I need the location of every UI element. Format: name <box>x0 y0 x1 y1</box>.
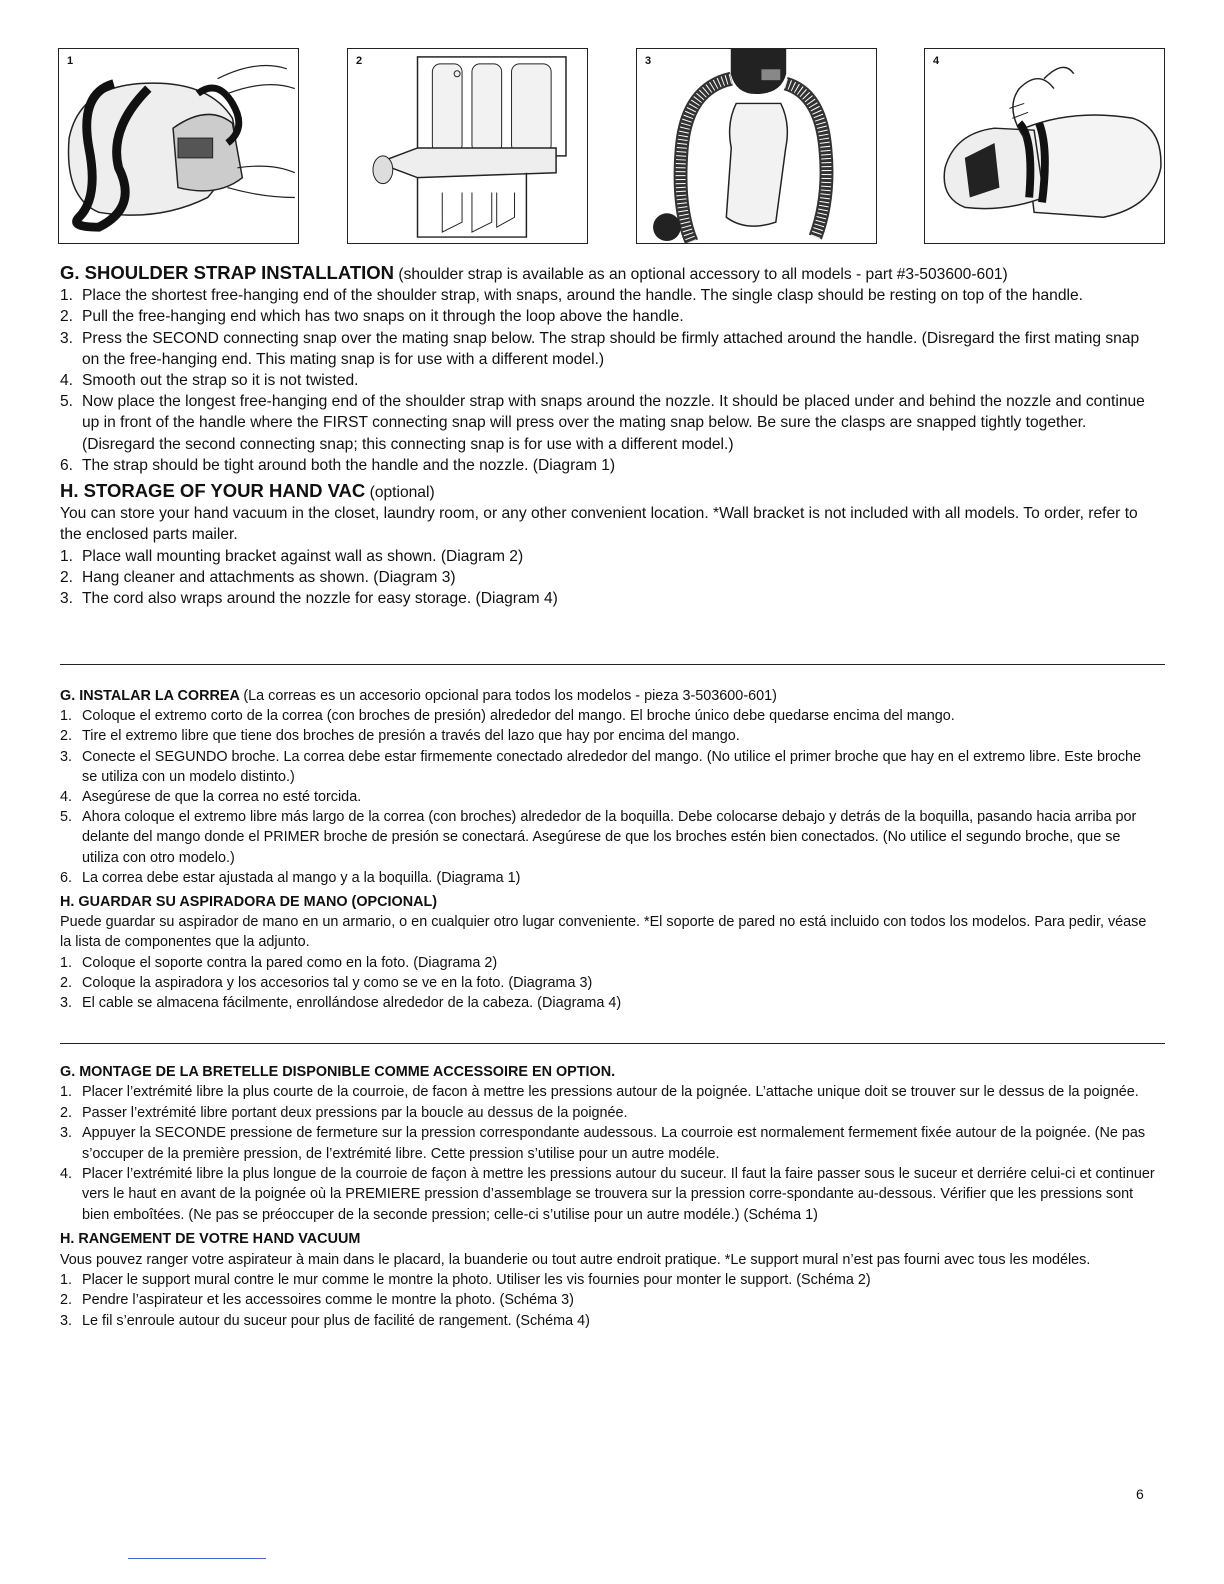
list-item: 3. Conecte el SEGUNDO broche. La correa debe estar firmemente conectado alrededor del mango. (No utilice el primer broche que hay en el extremo libre. Este broche se utiliza con un modelo distinto.) <box>60 748 1142 785</box>
rangement-steps <box>60 1270 1160 1331</box>
list-item: 2. Tire el extremo libre que tiene dos broches de presión a través del lazo que hay por encima del mango. <box>60 728 740 745</box>
hand-vac-with-strap-illustration <box>59 49 298 243</box>
spanish-section <box>60 686 1160 1013</box>
list-item: 1. Coloque el soporte contra la pared como en la foto. (Diagrama 2) <box>60 954 498 971</box>
list-item: 6. The strap should be tight around both the handle and the nozzle. (Diagram 1) <box>60 456 616 474</box>
heading-note: (optional) <box>369 484 435 502</box>
storage-steps <box>60 546 1160 610</box>
english-section <box>60 262 1160 609</box>
shoulder-strap-heading <box>60 262 1160 285</box>
list-item: 4. Placer l’extrémité libre la plus longue de la courroie de façon à mettre les pressions autour du suceur. Il faut la faire passer sous le suceur et derriére celui-ci et continuer vers le haut en avant de la poignée où la PREMIERE pression d’assemblage se trouvera sur la pression corre-spondante au-dessous. Vérifier que les pressions sont bien emboîtées. (Ne pas se préoccuper de la seconde pression; celle-ci s’utilise pour un autre modéle.) (Schéma 1) <box>60 1166 1155 1223</box>
diagram-3-hanging-cleaner <box>636 48 877 244</box>
diagram-number: 3 <box>645 55 652 67</box>
french-section <box>60 1062 1160 1331</box>
guardar-steps <box>60 953 1160 1014</box>
list-item: 4. Smooth out the strap so it is not twisted. <box>60 372 359 390</box>
section-divider <box>60 664 1165 665</box>
heading-note: (shoulder strap is available as an optional accessory to all models - part #3-503600-601) <box>398 266 1008 283</box>
hanging-cleaner-illustration <box>637 49 876 243</box>
heading-note: (La correas es un accesorio opcional para todos los modelos - pieza 3-503600-601) <box>243 688 777 704</box>
list-item: 1. Place the shortest free-hanging end of the shoulder strap, with snaps, around the handle. The single clasp should be resting on top of the handle. <box>60 287 1083 305</box>
list-item: 2. Passer l’extrémité libre portant deux pressions par la boucle au dessus de la poignée. <box>60 1104 628 1121</box>
section-divider <box>60 1043 1165 1044</box>
list-item: 3. Le fil s’enroule autour du suceur pour plus de facilité de rangement. (Schéma 4) <box>60 1312 590 1329</box>
list-item: 6. La correa debe estar ajustada al mango y a la boquilla. (Diagrama 1) <box>60 869 521 886</box>
heading-title: G. SHOULDER STRAP INSTALLATION <box>60 262 395 283</box>
guardar-intro: Puede guardar su aspirador de mano en un armario, o en cualquier otro lugar conveniente. *El soporte de pared no está incluido con todos los modelos. Para pedir, véase la lista de componentes que la adjunto. <box>60 914 1147 951</box>
storage-heading <box>60 480 1160 503</box>
list-item: 2. Pull the free-hanging end which has two snaps on it through the loop above the handle. <box>60 308 684 326</box>
correa-steps <box>60 706 1160 888</box>
list-item: 1. Placer le support mural contre le mur comme le montre la photo. Utiliser les vis fournies pour monter le support. (Schéma 2) <box>60 1272 871 1289</box>
list-item: 1. Coloque el extremo corto de la correa (con broches de presión) alrededor del mango. El broche único debe quedarse encima del mango. <box>60 708 955 725</box>
list-item: 3. Appuyer la SECONDE pressione de fermeture sur la pression correspondante audessous. La courroie est normalement fermement fixée autour de la poignée. (Ne pas s’occuper de la première pression, de l’extrémité libre. Cette pression s’utilise pour un autre modéle. <box>60 1125 1146 1162</box>
list-item: 3. El cable se almacena fácilmente, enrollándose alrededor de la cabeza. (Diagrama 4) <box>60 995 622 1012</box>
list-item: 4. Asegúrese de que la correa no esté torcida. <box>60 789 362 806</box>
list-item: 5. Ahora coloque el extremo libre más largo de la correa (con broches) alrededor de la boquilla. Debe colocarse debajo y detrás de la boquilla, pasando hacia arriba por delante del mango donde el PRIMER broche de presión se conectará. Asegúrese de que los broches estén bien conectados. (No utilice el segundo broche, que se utiliza con otro modelo.) <box>60 809 1137 866</box>
list-item: 2. Pendre l’aspirateur et les accessoires comme le montre la photo. (Schéma 3) <box>60 1292 574 1309</box>
list-item: 3. The cord also wraps around the nozzle for easy storage. (Diagram 4) <box>60 590 558 608</box>
diagram-number: 1 <box>67 55 74 67</box>
heading-title: H. STORAGE OF YOUR HAND VAC <box>60 480 366 502</box>
list-item: 1. Placer l’extrémité libre la plus courte de la courroie, de facon à mettre les pressions autour de la poignée. L’attache unique doit se trouver sur le dessus de la poignée. <box>60 1084 1139 1101</box>
list-item: 2. Coloque la aspiradora y los accesorios tal y como se ve en la foto. (Diagrama 3) <box>60 974 593 991</box>
diagram-1-shoulder-strap <box>58 48 299 244</box>
correa-heading <box>60 686 1160 706</box>
bretelle-heading: G. MONTAGE DE LA BRETELLE DISPONIBLE COMME ACCESSOIRE EN OPTION. <box>60 1064 616 1080</box>
list-item: 5. Now place the longest free-hanging end of the shoulder strap with snaps around the nozzle. It should be placed under and behind the nozzle and continue up in front of the handle where the FIRST connecting snap will press over the mating snap below. Be sure the clasps are snapped tightly together. (Disregard the second connecting snap; this connecting snap is for use with a different model.) <box>60 393 1145 453</box>
diagram-4-cord-storage <box>924 48 1165 244</box>
diagram-number: 2 <box>356 55 363 67</box>
diagram-row <box>58 48 1166 246</box>
page-number: 6 <box>1136 1486 1144 1502</box>
list-item: 1. Place wall mounting bracket against wall as shown. (Diagram 2) <box>60 547 524 565</box>
heading-title: G. INSTALAR LA CORREA <box>60 688 240 704</box>
storage-intro: You can store your hand vacuum in the closet, laundry room, or any other convenient location. *Wall bracket is not included with all models. To order, refer to the enclosed parts mailer. <box>60 505 1138 544</box>
diagram-number: 4 <box>933 55 940 67</box>
diagram-2-wall-bracket <box>347 48 588 244</box>
bretelle-steps <box>60 1082 1160 1225</box>
list-item: 3. Press the SECOND connecting snap over the mating snap below. The strap should be firmly attached around the handle. (Disregard the first mating snap on the free-hanging end. This mating snap is for use with a different model.) <box>60 329 1140 368</box>
wall-bracket-illustration <box>348 49 587 243</box>
cord-storage-illustration <box>925 49 1164 243</box>
list-item: 2. Hang cleaner and attachments as shown. (Diagram 3) <box>60 568 456 586</box>
rangement-heading: H. RANGEMENT DE VOTRE HAND VACUUM <box>60 1231 361 1248</box>
guardar-heading: H. GUARDAR SU ASPIRADORA DE MANO (OPCIONAL) <box>60 894 438 911</box>
footer-line <box>128 1558 266 1559</box>
rangement-intro: Vous pouvez ranger votre aspirateur à main dans le placard, la buanderie ou tout autre endroit pratique. *Le support mural n’est pas fourni avec tous les modéles. <box>60 1251 1091 1268</box>
shoulder-strap-steps <box>60 285 1160 476</box>
